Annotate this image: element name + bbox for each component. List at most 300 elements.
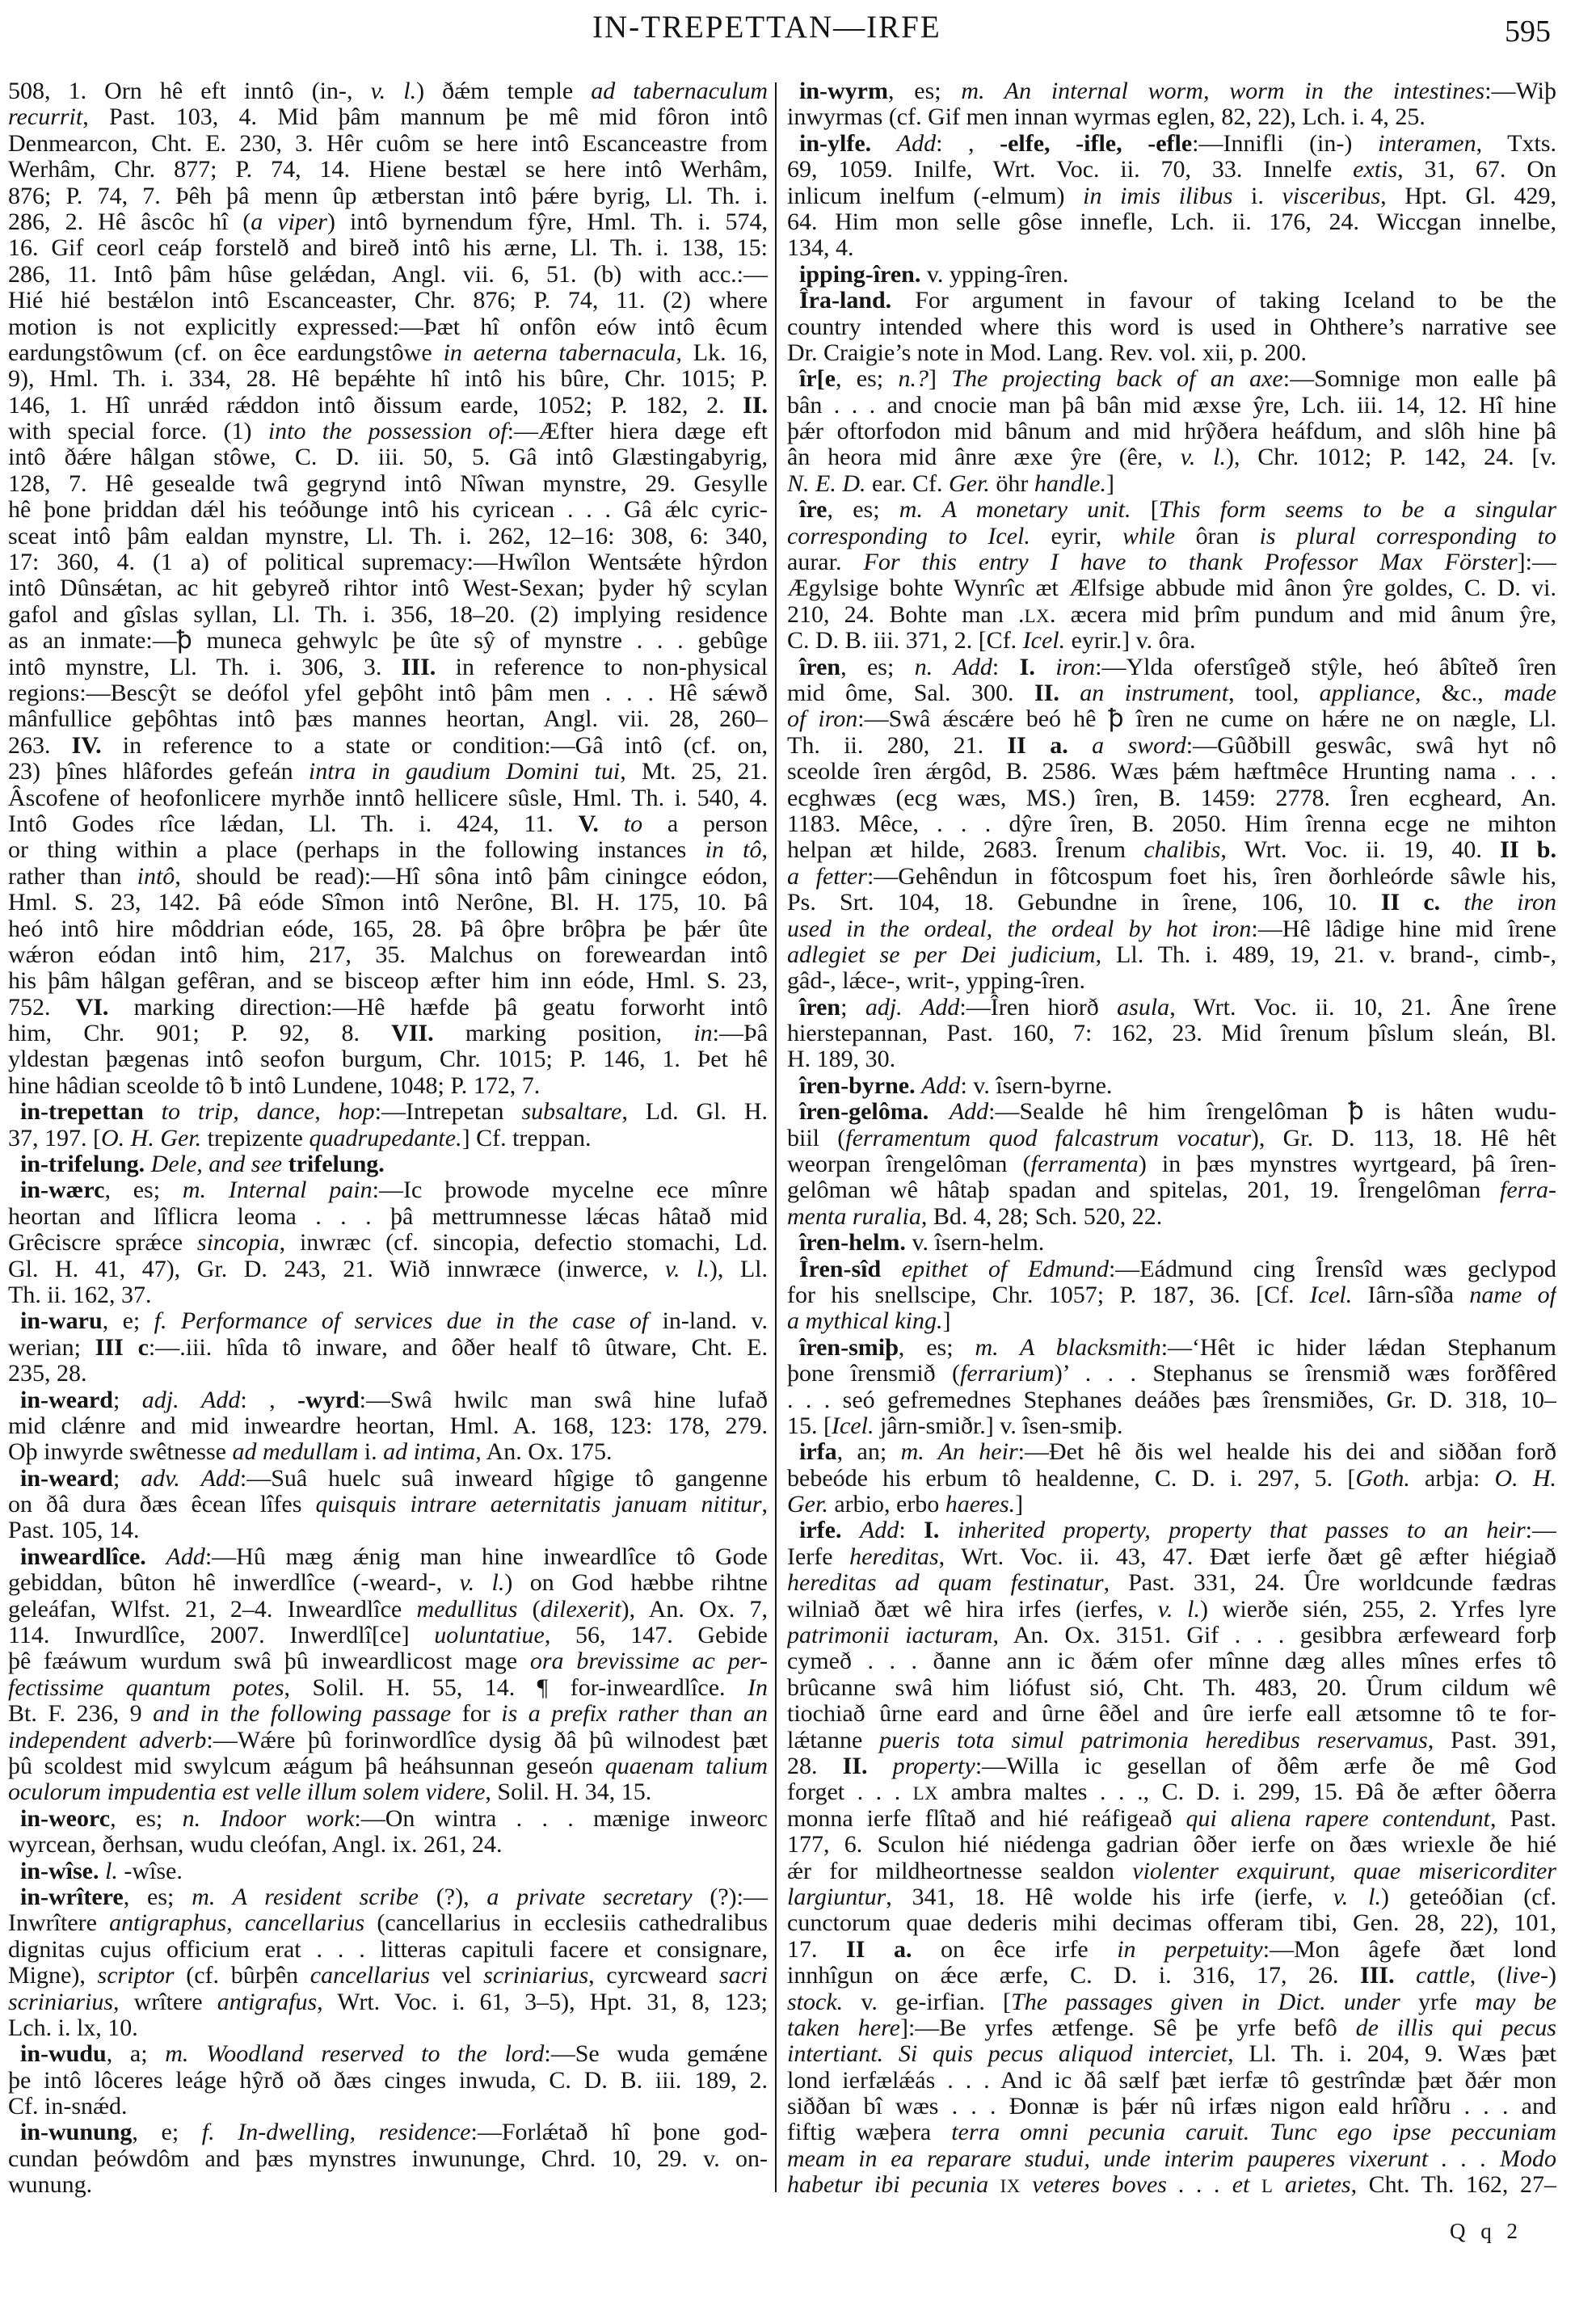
text-line: regions:—Bescŷt se deófol yfel geþôht intô þâm men . . . Hê sǽwð (8, 680, 768, 706)
text-line: hierstepannan, Past. 160, 7: 162, 23. Mid îrenum þîslum sleán, Bl. (787, 1021, 1556, 1047)
italic-text: iron (1055, 654, 1096, 680)
text-line: forget . . . LX ambra maltes . . ., C. D. i. 299, 15. Ðâ ðe æfter ôðerra (787, 1779, 1556, 1806)
text-line: brûcanne swâ him liófust sió, Cht. Th. 483, 20. Ûrum cildum wê (787, 1674, 1556, 1701)
bold-label: V. (578, 810, 599, 837)
dictionary-entry (8, 2041, 768, 2119)
text-line: mid ôme, Sal. 300. II. an instrument, tool, appliance, &c., made (787, 680, 1556, 706)
text-line (787, 2146, 1556, 2172)
headword: îren-gelôma. (799, 1099, 929, 1126)
text-line: tiochiað ûrne eard and ûrne êðel and ûre ierfe eall ætsomne tô te for- (787, 1701, 1556, 1728)
text-line: fiftig wæþera terra omni pecunia caruit. Tunc ego ipse peccuniam (787, 2119, 1556, 2146)
headword: îren-helm. (799, 1230, 906, 1257)
headword: Îra-land. (799, 288, 892, 314)
italic-text: an instrument (1080, 680, 1229, 706)
bold-label: VI. (75, 994, 109, 1021)
text-line: a mythical king.] (787, 1308, 951, 1335)
text-line: geleáfan, Wlfst. 21, 2–4. Inweardlîce medullitus (dilexerit), An. Ox. 7, (8, 1596, 768, 1623)
italic-text: Icel. (832, 1412, 874, 1439)
text-line: cundan þeówdôm and þæs mynstres inwununge, Chrd. 10, 29. v. on- (8, 2145, 768, 2172)
text-line: Inwrîtere antigraphus, cancellarius (cancellarius in ecclesiis cathedralibus (8, 1910, 768, 1937)
text-line: Îren-sîd epithet of Edmund:—Eádmund cing Îrensîd wæs geclypod (799, 1256, 1556, 1282)
italic-text: sincopia (196, 1230, 280, 1257)
bold-label: I. (924, 1518, 940, 1544)
text-line: in-trepettan to trip, dance, hop:—Intrepetan subsaltare, Ld. Gl. H. (20, 1099, 768, 1126)
italic-text: interamen (1377, 130, 1476, 157)
text-line: Past. 105, 14. (8, 1518, 140, 1544)
text-line: Grêciscre sprǽce sincopia, inwræc (cf. sincopia, defectio stomachi, Ld. (8, 1230, 768, 1257)
text-line: in-weorc, es; n. Indoor work:—On wintra . . . mænige inweorc (20, 1805, 768, 1832)
headword: îren (799, 994, 841, 1021)
text-line: or thing within a place (perhaps in the following instances in tô, (8, 837, 768, 864)
italic-text: patrimonii iacturam (787, 1623, 993, 1649)
dictionary-entry (787, 1257, 1556, 1335)
italic-text: and in the following passage (153, 1701, 452, 1728)
headword: in-trifelung. (20, 1151, 145, 1178)
italic-text: in tô (705, 837, 762, 864)
italic-text: dilexerit (540, 1596, 621, 1623)
italic-text: n. Indoor work (182, 1805, 355, 1832)
text-line: Migne), scriptor (cf. bûrþên cancellarius vel scriniarius, cyrcweard sacri (8, 1963, 768, 1989)
text-line: îren, es; n. Add: I. iron:—Ylda oferstîgeð stŷle, heó âbîteð îren (799, 654, 1556, 680)
text-line: Lch. i. lx, 10. (8, 2014, 138, 2041)
text-line: . . . seó gefremednes Stephanes deáðes þæs îrensmiðes, Gr. D. 318, 10– (787, 1387, 1556, 1413)
italic-text: arietes (1284, 2172, 1351, 2199)
text-line: gebiddan, bûton hê inwerdlîce (-weard-, v. l.) on God hæbbe rihtne (8, 1570, 768, 1597)
italic-text: Ger. (948, 470, 990, 497)
bold-label: I. (1019, 654, 1035, 680)
text-line: 263. IV. in reference to a state or condition:—Gâ intô (cf. on, (8, 732, 768, 759)
italic-text: made (1504, 680, 1556, 706)
text-line: habetur ibi pecunia IX veteres boves . . . et L arietes, Cht. Th. 162, 27– (787, 2172, 1556, 2199)
italic-text: hereditas ad quam festinatur (787, 1570, 1104, 1597)
italic-text: In (747, 1674, 768, 1701)
text-line: of iron:—Swâ ǽscǽre beó hê ꝥ îren ne cume on hǽre ne on nægle, Ll. (787, 706, 1556, 733)
italic-text: v. l. (459, 1570, 505, 1597)
headword: in-weard (20, 1387, 113, 1413)
italic-text: in (693, 1021, 713, 1047)
italic-text: m. An internal worm, worm in the intestines (961, 78, 1485, 104)
text-line: in-weard; adv. Add:—Suâ huelc suâ inweard hîgige tô gangenne (20, 1465, 768, 1492)
italic-text: recurrit (8, 104, 83, 131)
italic-text: m. A monetary unit. (899, 497, 1131, 524)
text-line: wilniað ðæt wê hira irfes (ierfes, v. l.) wierðe sién, 255, 2. Yrfes lyre (787, 1596, 1556, 1623)
italic-text: terra omni pecunia caruit. Tunc ego ipse peccuniam (951, 2119, 1556, 2146)
dictionary-entry (787, 131, 1556, 262)
italic-text: ferramentum quod falcastrum vocatur (845, 1125, 1251, 1151)
dictionary-entry (787, 262, 1556, 288)
italic-text: quisquis intrare aeternitatis januam nititur (315, 1492, 762, 1518)
bold-label: III. (401, 654, 436, 680)
text-line: þone îrensmið (ferrarium)’ . . . Stephanus se îrensmið wæs forðfêred (787, 1361, 1556, 1387)
dictionary-entry (8, 1544, 768, 1806)
text-line: cunctorum quae dederis mihi decimas offeram tibi, Gen. 28, 22), 101, (787, 1910, 1556, 1937)
dictionary-entry (787, 288, 1556, 366)
text-line: Denmearcon, Cht. E. 230, 3. Hêr cuôm se here intô Escanceastre from (8, 130, 768, 157)
text-line: Îra-land. For argument in favour of taking Iceland to be the (799, 288, 1556, 314)
headword: in-wærc (20, 1177, 105, 1204)
italic-text: in imis ilibus (1083, 183, 1233, 209)
bold-label: III. (1360, 1963, 1395, 1989)
text-line: innhîgun on ǽce ærfe, C. D. i. 316, 17, 26. III. cattle, (live-) (787, 1963, 1556, 1989)
italic-text: Add (949, 1099, 989, 1126)
italic-text: veteres boves . . . et (1032, 2172, 1250, 2199)
text-line: scriniarius, wrîtere antigrafus, Wrt. Voc. i. 61, 3–5), Hpt. 31, 8, 123; (8, 1989, 768, 2015)
text-line: sceolde îren ǽrgôd, B. 2586. Wæs þǽm hæftmêce Hrunting nama . . . (787, 759, 1556, 785)
text-line: wyrcean, ðerhsan, wudu cleófan, Angl. ix. 261, 24. (8, 1832, 503, 1858)
text-line: 28. II. property:—Willa ic gesellan of ðêm ærfe ðe mê God (787, 1753, 1556, 1779)
headword: îren (799, 654, 841, 680)
text-line: menta ruralia, Bd. 4, 28; Sch. 520, 22. (787, 1203, 1163, 1230)
dictionary-entry (8, 1858, 768, 1884)
italic-text: a viper (251, 208, 327, 235)
text-line: in-weard; adj. Add: , -wyrd:—Swâ hwilc man swâ hine lufað (20, 1387, 768, 1413)
italic-text: quadrupedante. (309, 1125, 462, 1151)
italic-text: is plural corresponding to (1259, 523, 1556, 549)
italic-text: qui aliena rapere contendunt (1185, 1805, 1490, 1832)
text-line: intô mynstre, Ll. Th. i. 306, 3. III. in reference to non-physical (8, 654, 768, 680)
text-line: oculorum impudentia est velle illum solem videre, Solil. H. 34, 15. (8, 1779, 652, 1806)
italic-text: to (623, 810, 643, 837)
italic-text: f. Performance of services due in the case of (154, 1308, 649, 1335)
italic-text: m. A resident scribe (192, 1884, 419, 1910)
headword: Îren-sîd (799, 1256, 882, 1282)
italic-text: while (1122, 523, 1176, 549)
text-line: lǽtanne pueris tota simul patrimonia heredibus reservamus, Past. 391, (787, 1727, 1556, 1753)
text-line: sceat intô þâm ealdan mynstre, Ll. Th. i. 262, 12–16: 308, 6: 340, (8, 523, 768, 549)
text-line: 210, 24. Bohte man .LX. æcera mid þrîm pundum and mid ânum ŷre, (787, 601, 1556, 628)
dictionary-entry (787, 1073, 1556, 1099)
text-line: used in the ordeal, the ordeal by hot iron:—Hê lâdige hine mid îrene (787, 916, 1556, 942)
italic-text: a private secretary (486, 1884, 693, 1910)
bold-label: II a. (846, 1936, 912, 1963)
bold-label: II b. (1500, 837, 1556, 864)
dictionary-entry (787, 497, 1556, 654)
italic-text: intô (137, 863, 175, 890)
italic-text: antigraphus, cancellarius (109, 1910, 365, 1937)
italic-text: inherited property, property that passes to an heir (957, 1518, 1526, 1544)
headword: irfa (799, 1439, 837, 1466)
dictionary-entry (787, 1230, 1556, 1256)
text-line: him, Chr. 901; P. 92, 8. VII. marking position, in:—Þâ (8, 1021, 768, 1047)
headword: îren-byrne. (799, 1072, 916, 1099)
text-line: largiuntur, 341, 18. Hê wolde his irfe (ierfe, v. l.) geteóðian (cf. (787, 1884, 1556, 1910)
italic-text: live- (1505, 1963, 1548, 1989)
text-line: country intended where this word is used in Ohthere’s narrative see (787, 314, 1556, 340)
italic-text: Icel. (1022, 628, 1066, 655)
text-line: a fetter:—Gehêndun in fôtcospum foet his, îren ðorhleórde sâwle his, (787, 863, 1556, 890)
italic-text: may be (1475, 1989, 1556, 2015)
text-line: 286, 11. Intô þâm hûse gelǽdan, Angl. vii. 6, 51. (b) with acc.:— (8, 261, 768, 288)
text-line: heó intô hire môddrian eóde, 165, 28. Þâ ôþre brôþra þe þǽr ûte (8, 916, 768, 942)
headword: in-weorc (20, 1805, 111, 1832)
text-line: for his snellscipe, Chr. 1057; P. 187, 36. [Cf. Icel. Iârn-sîða name of (787, 1282, 1556, 1308)
text-line: intertiant. Si quis pecus aliquod interciet, Ll. Th. i. 204, 9. Wæs þæt (787, 2041, 1556, 2068)
text-line: in-wærc, es; m. Internal pain:—Ic þrowode mycelne ece mînre (20, 1177, 768, 1204)
text-line: 128, 7. Hê gesealde twâ gegrynd intô Nîwan mynstre, 29. Gesylle (8, 470, 768, 497)
text-line: Hié hié bestǽlon intô Escanceaster, Chr. 876; P. 74, 11. (2) where (8, 288, 768, 314)
text-line: irfe. Add: I. inherited property, property that passes to an heir:— (799, 1518, 1556, 1544)
text-line: Werhâm, Chr. 877; P. 74, 14. Hiene bestæl se here intô Werhâm, (8, 157, 768, 183)
italic-text: the iron (1463, 890, 1556, 916)
italic-text: n.? (898, 366, 929, 393)
text-line: 752. VI. marking direction:—Hê hæfde þâ geatu forworht intô (8, 994, 768, 1021)
text-line: in-wyrm, es; m. An internal worm, worm in the intestines:—Wiþ (799, 78, 1556, 104)
italic-text: in perpetuity (1117, 1936, 1263, 1963)
italic-text: m. A blacksmith (975, 1334, 1161, 1361)
text-line: independent adverb:—Wǽre þû forinwordlîce dysig ðâ þû wilnodest þæt (8, 1727, 768, 1753)
italic-text: uoluntatiue (434, 1623, 545, 1649)
text-line: 114. Inwurdlîce, 2007. Inwerdlî[ce] uoluntatiue, 56, 147. Gebide (8, 1623, 768, 1649)
text-line: Ger. arbio, erbo haeres.] (787, 1492, 1024, 1518)
text-line: inlicum inelfum (-elmum) in imis ilibus i. visceribus, Hpt. Gl. 429, (787, 183, 1556, 209)
text-line: 235, 28. (8, 1361, 87, 1387)
italic-text: f. In-dwelling, residence (201, 2119, 471, 2146)
italic-text: ad tabernaculum (591, 78, 768, 104)
italic-text: chalibis (1143, 837, 1221, 864)
italic-text: hereditas (849, 1543, 939, 1570)
text-line: N. E. D. ear. Cf. Ger. öhr handle.] (787, 470, 1114, 497)
headword: in-wyrm (799, 78, 888, 104)
text-line: îren-helm. v. îsern-helm. (799, 1230, 1045, 1257)
text-line: intô Dûnsǽtan, ac hit gebyreð rihtor intô West-Sexan; þyder hŷ scylan (8, 575, 768, 602)
text-line: weorpan îrengelôman (ferramenta) in þæs mynstres wyrtgeard, þâ îren- (787, 1151, 1556, 1178)
italic-text: meam in ea reparare studui, unde interim pauperes vixerunt . . . Modo (787, 2145, 1556, 2172)
text-line: Oþ inwyrde swêtnesse ad medullam i. ad intima, An. Ox. 175. (8, 1439, 613, 1466)
text-line: Hml. S. 23, 142. Þâ eóde Sîmon intô Nerône, Bl. H. 175, 10. Þâ (8, 890, 768, 916)
bold-label: VII. (391, 1021, 434, 1047)
text-line: Ierfe hereditas, Wrt. Voc. ii. 43, 47. Ðæt ierfe ðæt gê æfter hiégiað (787, 1543, 1556, 1570)
italic-text: m. Woodland reserved to the lord (165, 2041, 545, 2068)
text-line: gâd-, lǽce-, writ-, ypping-îren. (787, 968, 1086, 995)
text-line: 15. [Icel. jârn-smiðr.] v. îsen-smiþ. (787, 1412, 1123, 1439)
italic-text: adv. (141, 1465, 180, 1492)
italic-text: sacri (719, 1963, 768, 1989)
text-line: inwyrmas (cf. Gif men innan wyrmas eglen, 82, 22), Lch. i. 4, 25. (787, 104, 1425, 131)
italic-text: property (892, 1753, 975, 1779)
text-line: with special force. (1) into the possession of:—Æfter hiera dæge eft (8, 419, 768, 445)
italic-text: Ger. (787, 1492, 828, 1518)
dictionary-entry (787, 78, 1556, 131)
text-line: 16. Gif ceorl ceáp forstelð and bireð intô his ærne, Ll. Th. i. 138, 15: (8, 235, 768, 262)
text-line: inweardlîce. Add:—Hû mæg ǽnig man hine inweardlîce tô Gode (20, 1543, 768, 1570)
text-line: eardungstôwum (cf. on êce eardungstôwe in aeterna tabernacula, Lk. 16, (8, 339, 768, 366)
text-line: on ðâ dura ðæs êcean lîfes quisquis intrare aeternitatis januam nititur, (8, 1492, 768, 1518)
text-line: Bt. F. 236, 9 and in the following passage for is a prefix rather than an (8, 1701, 768, 1728)
text-line: 876; P. 74, 7. Þêh þâ menn ûp ætberstan intô þǽre byrig, Ll. Th. i. (8, 183, 768, 209)
text-line: Ægylsige bohte Wynrîc æt Ælfsige abbude mid ânon ŷre goldes, C. D. vi. (787, 575, 1556, 602)
text-line: wunung. (8, 2172, 93, 2199)
text-line: irfa, an; m. An heir:—Ðet hê ðis wel healde his dei and siððan forð (799, 1439, 1556, 1466)
italic-text: intertiant. Si quis pecus aliquod interciet (787, 2041, 1228, 2068)
headword: îren-smiþ (799, 1334, 899, 1361)
italic-text: haeres. (945, 1492, 1016, 1518)
text-line: þû scoldest mid swylcum æágum þâ heáhsunnan geseón quaenam talium (8, 1753, 768, 1779)
text-line: cymeð . . . ðanne ann ic ðǽm ofer mînne dæg alles mînes erfes tô (787, 1648, 1556, 1675)
text-line: Th. ii. 280, 21. II a. a sword:—Gûðbill geswâc, swâ hyt nô (787, 732, 1556, 759)
italic-text: ad intima (383, 1439, 476, 1466)
text-line: þe intô lôceres leáge hŷrð oð ðæs cinges inwuda, C. D. B. iii. 189, 2. (8, 2067, 768, 2094)
dictionary-entry (787, 1439, 1556, 1518)
dictionary-entry (787, 1099, 1556, 1230)
italic-text: Goth. (1355, 1465, 1410, 1492)
italic-text: v. l. (1333, 1884, 1381, 1910)
italic-text: into the possession of (267, 419, 507, 445)
text-line: in-wrîtere, es; m. A resident scribe (?), a private secretary (?):— (20, 1884, 768, 1910)
italic-text: Dele, and see (150, 1151, 283, 1178)
text-line: in-wîse. l. -wîse. (20, 1858, 183, 1884)
text-line: Ps. Srt. 104, 18. Gebundne in îrene, 106, 10. II c. the iron (787, 890, 1556, 916)
italic-text: n. (914, 654, 933, 680)
italic-text: Add (859, 1518, 899, 1544)
headword: in-wudu (20, 2041, 107, 2068)
text-line: monna ierfe flîtað and hié reáfigeað qui aliena rapere contendunt, Past. (787, 1805, 1556, 1832)
headword: inweardlîce. (20, 1543, 146, 1570)
text-line: intô ðǽre hâlgan stôwe, C. D. iii. 50, 5. Gâ intô Glæstingabyrig, (8, 444, 768, 471)
italic-text: The projecting back of an axe (951, 366, 1283, 393)
italic-text: menta ruralia (787, 1203, 921, 1230)
bold-label: IV. (71, 732, 102, 759)
signature-mark: Q q 2 (1450, 2219, 1522, 2243)
italic-text: a sword (1092, 732, 1186, 759)
text-line: mid clǽnre and mid inweardre heortan, Hml. A. 168, 123: 178, 279. (8, 1412, 768, 1439)
text-line: motion is not explicitly expressed:—Þæt hî onfôn eów intô êcum (8, 314, 768, 340)
italic-text: This form seems to be a singular (1158, 497, 1556, 524)
text-line: hereditas ad quam festinatur, Past. 331, 24. Ûre worldcunde fædras (787, 1570, 1556, 1597)
dictionary-entry (787, 1518, 1556, 2198)
text-line: as an inmate:—ꝥ muneca gehwylc þe ûte sŷ of mynstre . . . gebûge (8, 628, 768, 655)
text-line: heortan and lîflicra leoma . . . þâ mettrumnesse lǽcas hâtað mid (8, 1203, 768, 1230)
italic-text: Add (201, 1387, 241, 1413)
text-line: 37, 197. [O. H. Ger. trepizente quadrupedante.] Cf. treppan. (8, 1125, 592, 1151)
bold-label: III c (95, 1334, 149, 1361)
italic-text: ferra- (1500, 1177, 1556, 1204)
text-line: bân . . . and cnocie man þâ bân mid æxse ŷre, Lch. iii. 14, 12. Hî hine (787, 392, 1556, 419)
small-caps-text: LX (912, 1783, 939, 1804)
headword: irfe. (799, 1518, 842, 1544)
headword: in-weard (20, 1465, 113, 1492)
page-number: 595 (1505, 15, 1551, 48)
dictionary-entry (787, 366, 1556, 497)
text-line: 17: 360, 4. (1 a) of political supremacy:—Hwîlon Wentsǽte hŷrdon (8, 549, 768, 576)
text-line: îren-smiþ, es; m. A blacksmith:—‘Hêt ic hider lǽdan Stephanum (799, 1334, 1556, 1361)
italic-text: Add (920, 994, 960, 1021)
italic-text: v. l. (1180, 444, 1226, 471)
text-line: îren-byrne. Add: v. îsern-byrne. (799, 1072, 1113, 1099)
headword: îr[e (799, 366, 836, 393)
text-line: 9), Hml. Th. i. 334, 28. Hê bepǽhte hî intô his bûre, Chr. 1015; P. (8, 366, 768, 393)
italic-text: fectissime quantum potes (8, 1674, 284, 1701)
text-line (8, 1151, 768, 1177)
italic-text: Add (953, 654, 992, 680)
italic-text: quaenam talium (604, 1753, 768, 1779)
headword: îre (799, 497, 827, 524)
text-line: 134, 4. (787, 235, 854, 262)
text-line: adlegiet se per Dei judicium, Ll. Th. i. 489, 19, 21. v. brand-, cimb-, (787, 941, 1556, 968)
italic-text: violenter exquirunt, quae misericorditer (1132, 1858, 1556, 1884)
left-column (8, 78, 768, 2199)
italic-text: visceribus (1282, 183, 1381, 209)
dictionary-entry (8, 1151, 768, 1177)
italic-text: N. E. D. (787, 470, 866, 497)
dictionary-entry (8, 1387, 768, 1466)
headword: in-wîse. (20, 1858, 99, 1884)
text-line: helpan æt hilde, 2683. Îrenum chalibis, Wrt. Voc. ii. 19, 40. II b. (787, 837, 1556, 864)
text-line: Âscofene of heofonlicere myrhðe inntô hellicere sûsle, Hml. Th. i. 540, 4. (8, 785, 768, 811)
italic-text: scriniarius (8, 1989, 114, 2015)
italic-text: cattle (1416, 1963, 1470, 1989)
italic-text: adj. (865, 994, 903, 1021)
bold-label: -wyrd (297, 1387, 360, 1413)
bold-label: trifelung. (288, 1151, 385, 1178)
italic-text: Icel. (1309, 1282, 1353, 1308)
column-divider (775, 82, 777, 2192)
italic-text: adj. (141, 1387, 179, 1413)
text-line: in-ylfe. Add: , -elfe, -ifle, -efle:—Innifli (in-) interamen, Txts. (799, 130, 1556, 157)
italic-text: subsaltare (521, 1099, 622, 1126)
italic-text: pueris tota simul patrimonia heredibus reservamus (879, 1727, 1428, 1753)
headword: ipping-îren. (799, 261, 921, 288)
text-line: recurrit, Past. 103, 4. Mid þâm mannum þe mê mid fôron intô (8, 104, 768, 131)
text-line: Cf. in-snǽd. (8, 2094, 128, 2120)
bold-label: -elfe, -ifle, -efle (1000, 130, 1193, 157)
text-line: 17. II a. on êce irfe in perpetuity:—Mon âgefe ðæt lond (787, 1936, 1556, 1963)
italic-text: The passages given in Dict. under (1011, 1989, 1400, 2015)
text-line: Gl. H. 41, 47), Gr. D. 243, 21. Wið innwræce (inwerce, v. l.), Ll. (8, 1256, 768, 1282)
dictionary-entry (8, 1806, 768, 1858)
text-line: îre, es; m. A monetary unit. [This form seems to be a singular (799, 497, 1556, 524)
dictionary-entry (787, 1335, 1556, 1440)
italic-text: Add (200, 1465, 240, 1492)
text-line: stock. v. ge-irfian. [The passages given in Dict. under yrfe may be (787, 1989, 1556, 2015)
text-line: rather than intô, should be read):—Hî sôna intô þâm ciningce eódon, (8, 863, 768, 890)
small-caps-text: IX (1000, 2176, 1021, 2197)
text-line: siððan bî wæs . . . Ðonnæ is þǽr nû irfæs nigon eald hrîðru . . . and (787, 2094, 1556, 2120)
italic-text: a fetter (787, 863, 867, 890)
italic-text: scriptor (97, 1963, 175, 1989)
text-line: Intô Godes rîce lǽdan, Ll. Th. i. 424, 11. V. to a person (8, 810, 768, 837)
dictionary-entry (8, 2119, 768, 2198)
italic-text: oculorum impudentia est velle illum solem videre (8, 1779, 486, 1806)
bold-label: II. (743, 392, 768, 419)
italic-text: independent adverb (8, 1727, 207, 1753)
italic-text: ferramenta (1030, 1151, 1139, 1178)
italic-text: ad medullam (232, 1439, 359, 1466)
text-line: 177, 6. Sculon hié niédenga gadrian ôðer ierfe on ðæs wriexle ðe hié (787, 1832, 1556, 1858)
text-line: îren-gelôma. Add:—Sealde hê him îrengelôman ꝥ is hâten wudu- (799, 1099, 1556, 1126)
bold-label: II a. (1007, 732, 1068, 759)
italic-text: ferrarium (960, 1361, 1055, 1387)
headword: in-waru (20, 1308, 103, 1335)
text-line: dignitas cujus officium erat . . . litteras capituli facere et consignare, (8, 1936, 768, 1963)
italic-text: m. Internal pain (182, 1177, 373, 1204)
text-line: taken here]:—Be yrfes ætfenge. Sê þe yrfe befô de illis qui pecus (787, 2014, 1556, 2041)
italic-text: appliance (1319, 680, 1415, 706)
italic-text: O. H. Ger. (101, 1125, 202, 1151)
italic-text: habetur ibi pecunia (787, 2172, 989, 2199)
italic-text: cancellarius (310, 1963, 431, 1989)
text-line: ân heora mid ânre æxe ŷre (êre, v. l.), Chr. 1012; P. 142, 24. [v. (787, 444, 1556, 471)
italic-text: Add (166, 1543, 205, 1570)
italic-text: adlegiet se per Dei judicium (787, 941, 1096, 968)
italic-text: in aeterna tabernacula (443, 339, 676, 366)
small-caps-text: LX (1024, 605, 1050, 626)
italic-text: handle. (1034, 470, 1106, 497)
italic-text: de illis qui pecus (1355, 2014, 1556, 2041)
italic-text: l. (105, 1858, 118, 1884)
dictionary-entry (8, 1884, 768, 2041)
italic-text: taken here (787, 2014, 900, 2041)
text-line: ecghwæs (ecg wæs, MS.) îren, B. 1459: 2778. Îren ecgheard, An. (787, 785, 1556, 811)
